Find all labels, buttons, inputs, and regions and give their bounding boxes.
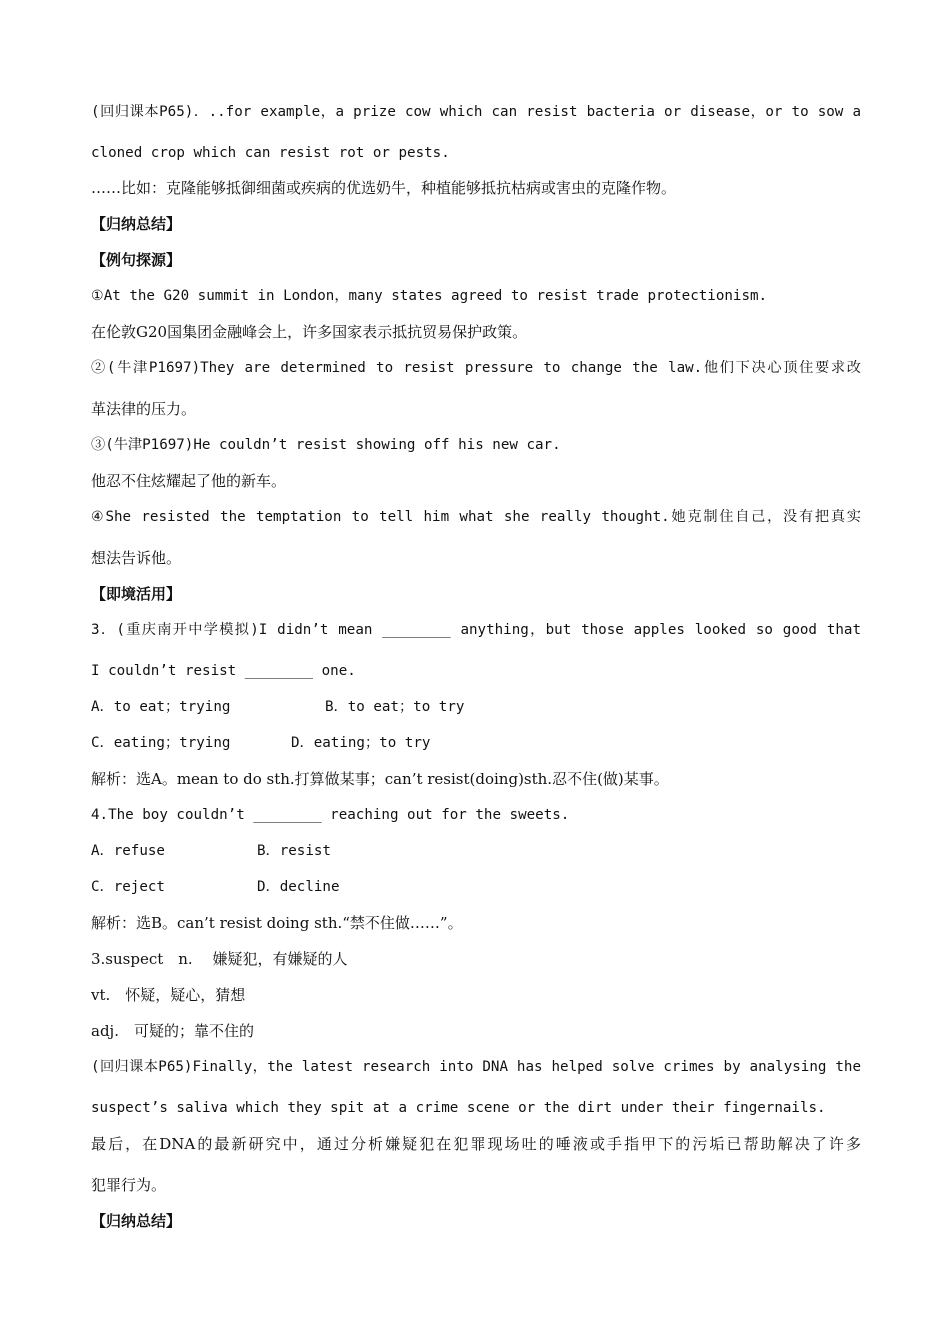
question-3-line-2: I couldn’t resist ________ one. [91, 663, 356, 679]
textbook-quote-2-translation-line-2: 犯罪行为。 [91, 1176, 167, 1194]
vocab-entry-suspect-adj: adj. 可疑的；靠不住的 [91, 1022, 254, 1040]
example-2-line-1: ②(牛津P1697)They are determined to resist pressure to change the law.他们下决心顶住要求改 [91, 360, 861, 376]
textbook-quote-line-1: (回归课本P65)．..for example，a prize cow which can resist bacteria or disease，or to sow a [91, 104, 861, 120]
vocab-entry-suspect-noun: 3.suspect n. 嫌疑犯，有嫌疑的人 [91, 950, 348, 968]
question-3-line-1: 3．(重庆南开中学模拟)I didn’t mean ________ anything，but those apples looked so good that [91, 622, 861, 638]
example-2-line-2: 革法律的压力。 [91, 400, 197, 418]
textbook-quote-2-line-1: (回归课本P65)Finally，the latest research into DNA has helped solve crimes by analysing the [91, 1059, 861, 1075]
section-heading-summary-2: 【归纳总结】 [91, 1212, 182, 1230]
section-heading-practice: 【即境活用】 [91, 585, 182, 603]
option-c: C．eating；trying [91, 735, 231, 751]
textbook-quote-2-line-2: suspect’s saliva which they spit at a crime scene or the dirt under their fingernails. [91, 1100, 826, 1116]
question-4-explanation: 解析：选B。can’t resist doing sth.“禁不住做……”。 [91, 914, 463, 932]
question-3-explanation: 解析：选A。mean to do sth.打算做某事；can’t resist(doing)sth.忍不住(做)某事。 [91, 770, 669, 788]
section-heading-examples: 【例句探源】 [91, 251, 182, 269]
example-1-translation: 在伦敦G20国集团金融峰会上，许多国家表示抵抗贸易保护政策。 [91, 323, 528, 341]
option-d: D．decline [257, 879, 340, 895]
option-b: B．to eat；to try [325, 699, 465, 715]
option-a: A．refuse [91, 843, 165, 859]
textbook-quote-translation: ……比如：克隆能够抵御细菌或疾病的优选奶牛，种植能够抵抗枯病或害虫的克隆作物。 [91, 179, 677, 197]
vocab-entry-suspect-verb: vt. 怀疑，疑心，猜想 [91, 986, 246, 1004]
section-heading-summary: 【归纳总结】 [91, 215, 182, 233]
textbook-quote-line-2: cloned crop which can resist rot or pests. [91, 145, 450, 161]
question-4: 4.The boy couldn’t ________ reaching out for the sweets. [91, 807, 570, 823]
option-a: A．to eat；trying [91, 699, 231, 715]
example-4-line-1: ④She resisted the temptation to tell him what she really thought.她克制住自己，没有把真实 [91, 509, 861, 525]
example-3: ③(牛津P1697)He couldn’t resist showing off his new car. [91, 437, 561, 453]
option-d: D．eating；to try [291, 735, 431, 751]
example-1: ①At the G20 summit in London，many states agreed to resist trade protectionism. [91, 288, 768, 304]
option-b: B．resist [257, 843, 331, 859]
textbook-quote-2-translation-line-1: 最后，在DNA的最新研究中，通过分析嫌疑犯在犯罪现场吐的唾液或手指甲下的污垢已帮助解决了许多 [91, 1135, 861, 1153]
option-c: C．reject [91, 879, 165, 895]
example-3-translation: 他忍不住炫耀起了他的新车。 [91, 472, 287, 490]
example-4-line-2: 想法告诉他。 [91, 549, 182, 567]
